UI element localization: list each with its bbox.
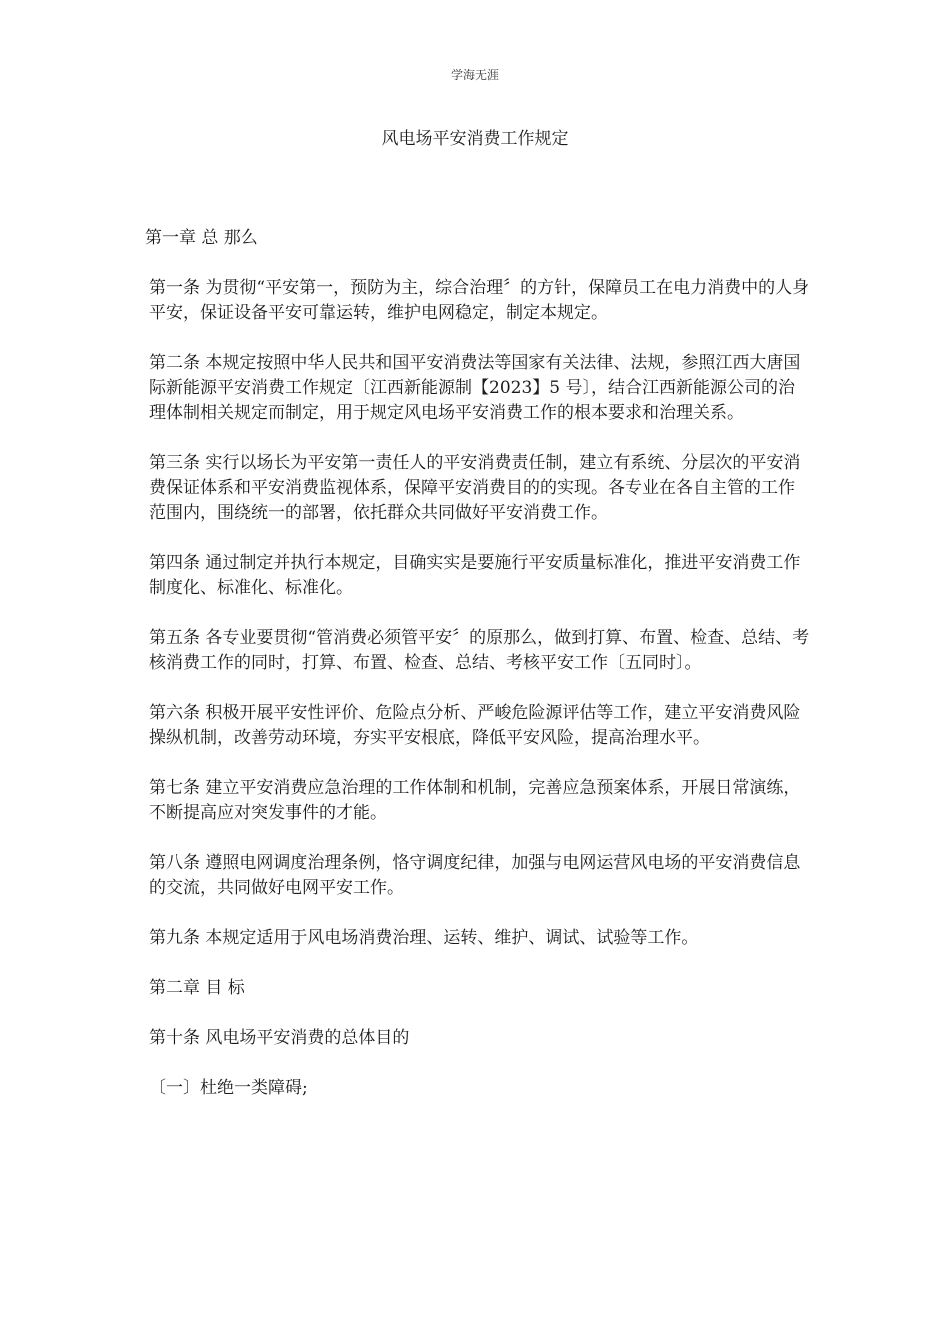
document-body [145,226,810,1126]
chapter-heading: 第一章 总 那么 [145,228,258,248]
article-paragraph: 第三条 实行以场长为平安第一责任人的平安消费责任制，建立有系统、分层次的平安消费保证体系和平安消费监视体系，保障平安消费目的的实现。各专业在各自主管的工作范围内，围绕统一的部署，依托群众共同做好平安消费工作。 [149,453,801,523]
article-paragraph: 第二条 本规定按照中华人民共和国平安消费法等国家有关法律、法规，参照江西大唐国际新能源平安消费工作规定〔江西新能源制【2023】5 号〕，结合江西新能源公司的治理体制相关规定而制定，用于规定风电场平安消费工作的根本要求和治理关系。 [149,353,801,423]
list-item: 〔一〕杜绝一类障碍; [149,1078,308,1098]
article-paragraph: 第七条 建立平安消费应急治理的工作体制和机制，完善应急预案体系，开展日常演练，不断提高应对突发事件的才能。 [149,778,801,823]
document-title: 风电场平安消费工作规定 [381,129,569,149]
article-paragraph: 第四条 通过制定并执行本规定，目确实实是要施行平安质量标准化，推进平安消费工作制度化、标准化、标准化。 [149,553,801,598]
page-header: 学海无涯 [450,68,499,82]
article-paragraph: 第六条 积极开展平安性评价、危险点分析、严峻危险源评估等工作，建立平安消费风险操纵机制，改善劳动环境，夯实平安根底，降低平安风险，提高治理水平。 [149,703,801,748]
article-paragraph: 第十条 风电场平安消费的总体目的 [149,1028,410,1048]
article-paragraph: 第八条 遵照电网调度治理条例，恪守调度纪律，加强与电网运营风电场的平安消费信息的交流，共同做好电网平安工作。 [149,853,801,898]
article-paragraph: 第五条 各专业要贯彻“管消费必须管平安〞的原那么，做到打算、布置、检查、总结、考核消费工作的同时，打算、布置、检查、总结、考核平安工作〔五同时〕。 [149,628,810,673]
article-paragraph: 第九条 本规定适用于风电场消费治理、运转、维护、调试、试验等工作。 [149,928,699,948]
chapter-heading: 第二章 目 标 [149,978,245,998]
article-paragraph: 第一条 为贯彻“平安第一，预防为主，综合治理〞的方针，保障员工在电力消费中的人身平安，保证设备平安可靠运转，维护电网稳定，制定本规定。 [149,278,810,323]
